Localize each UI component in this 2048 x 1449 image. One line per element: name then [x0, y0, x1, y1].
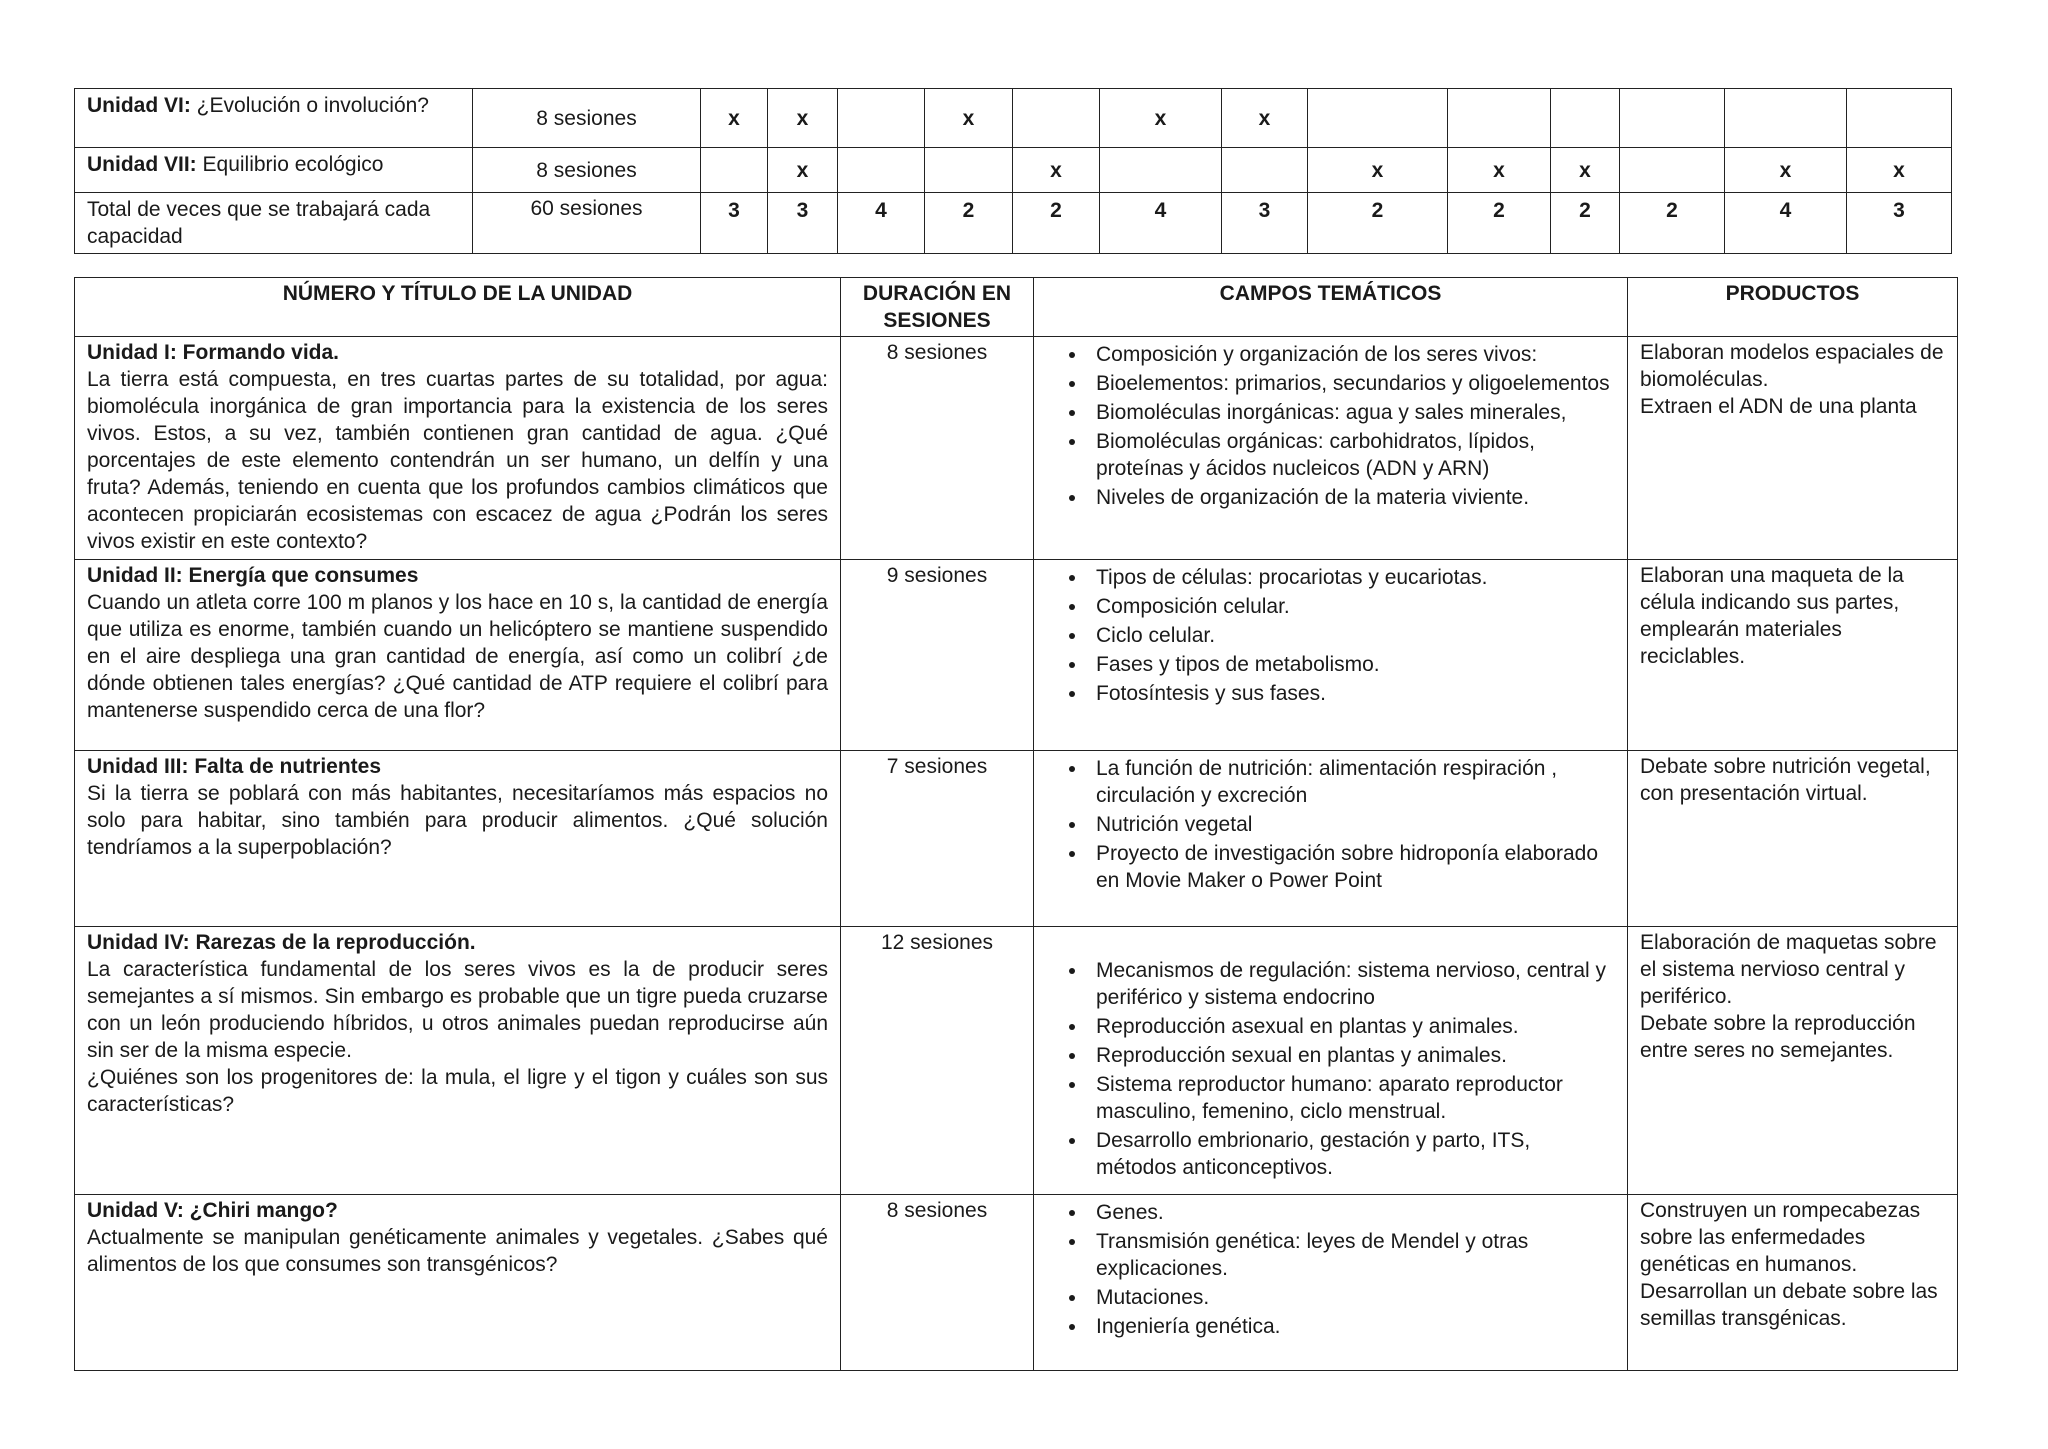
product-item: Elaboración de maquetas sobre el sistema nervioso central y periférico.	[1640, 931, 1937, 1008]
mark-cell: x	[1551, 148, 1620, 193]
list-item: • Composición celular.	[1088, 593, 1615, 620]
list-item: • Desarrollo embrionario, gestación y parto, ITS, métodos anticonceptivos.	[1088, 1127, 1615, 1181]
mark-cell: x	[1222, 89, 1308, 148]
mark-cell: x	[1448, 148, 1551, 193]
unit-topics-cell	[1034, 337, 1628, 560]
total-cell: 3	[1847, 193, 1952, 254]
mark-cell	[1448, 89, 1551, 148]
list-item: • Fotosíntesis y sus fases.	[1088, 680, 1615, 707]
mark-cell	[838, 89, 925, 148]
table-row	[75, 148, 1952, 193]
unit-duration: 12 sesiones	[841, 927, 1034, 1195]
list-item: • Composición y organización de los seres vivos:	[1088, 341, 1615, 368]
list-item: • Reproducción asexual en plantas y animales.	[1088, 1013, 1615, 1040]
unit-title: Unidad V: ¿Chiri mango?	[87, 1199, 338, 1222]
mark-cell	[1620, 89, 1725, 148]
list-item: • Niveles de organización de la materia viviente.	[1088, 484, 1615, 511]
table-row	[75, 89, 1952, 148]
header-products: PRODUCTOS	[1628, 278, 1958, 337]
mark-cell	[1847, 89, 1952, 148]
sessions-cell: 8 sesiones	[473, 89, 701, 148]
topics-list	[1046, 957, 1615, 1181]
unit-label: Unidad VI: ¿Evolución o involución?	[75, 89, 473, 148]
unit-description-cell	[75, 560, 841, 751]
unit-description-cell	[75, 927, 841, 1195]
list-item: • La función de nutrición: alimentación respiración , circulación y excreción	[1088, 755, 1615, 809]
total-cell: 2	[1308, 193, 1448, 254]
header-duration: DURACIÓN EN SESIONES	[841, 278, 1034, 337]
table-row	[75, 560, 1958, 751]
product-item: Debate sobre la reproducción entre seres no semejantes.	[1640, 1012, 1916, 1062]
total-cell: 4	[1725, 193, 1847, 254]
mark-cell: x	[1308, 148, 1448, 193]
unit-description-cell	[75, 1195, 841, 1371]
product-item: Desarrollan un debate sobre las semillas transgénicas.	[1640, 1280, 1938, 1330]
unit-description-cell	[75, 337, 841, 560]
table-row	[75, 193, 1952, 254]
mark-cell	[701, 148, 768, 193]
total-cell: 2	[1013, 193, 1100, 254]
list-item: • Biomoléculas orgánicas: carbohidratos, lípidos, proteínas y ácidos nucleicos (ADN y ARN)	[1088, 428, 1615, 482]
product-item: Elaboran modelos espaciales de biomoléculas.	[1640, 341, 1944, 391]
mark-cell: x	[1725, 148, 1847, 193]
capacity-table	[74, 88, 1952, 254]
unit-description: Actualmente se manipulan genéticamente animales y vegetales. ¿Sabes qué alimentos de los que consumes son transgénicos?	[87, 1226, 828, 1276]
header-topics: CAMPOS TEMÁTICOS	[1034, 278, 1628, 337]
table-row	[75, 1195, 1958, 1371]
list-item: • Mecanismos de regulación: sistema nervioso, central y periférico y sistema endocrino	[1088, 957, 1615, 1011]
list-item: • Mutaciones.	[1088, 1284, 1615, 1311]
sessions-cell: 8 sesiones	[473, 148, 701, 193]
total-cell: 3	[768, 193, 838, 254]
unit-products-cell	[1628, 751, 1958, 927]
topics-list	[1046, 1199, 1615, 1340]
unit-duration: 9 sesiones	[841, 560, 1034, 751]
mark-cell	[1725, 89, 1847, 148]
unit-description-cell	[75, 751, 841, 927]
unit-description: Cuando un atleta corre 100 m planos y los hace en 10 s, la cantidad de energía que utiliza es enorme, también cuando un helicóptero se mantiene suspendido en el aire despliega una gran cantidad de energía, así como un colibrí ¿de dónde obtienen tales energías? ¿Qué cantidad de ATP requiere el colibrí para mantenerse suspendido cerca de una flor?	[87, 591, 828, 722]
unit-products-cell	[1628, 337, 1958, 560]
list-item: • Ciclo celular.	[1088, 622, 1615, 649]
unit-description: La característica fundamental de los seres vivos es la de producir seres semejantes a sí mismos. Sin embargo es probable que un tigre pueda cruzarse con un león produciendo híbridos, u otros animales puedan reproducirse aún sin ser de la misma especie.	[87, 958, 828, 1062]
mark-cell	[1100, 148, 1222, 193]
unit-duration: 8 sesiones	[841, 1195, 1034, 1371]
unit-topics-cell	[1034, 560, 1628, 751]
sessions-cell: 60 sesiones	[473, 193, 701, 254]
product-item: Elaboran una maqueta de la célula indicando sus partes, emplearán materiales reciclables.	[1640, 564, 1904, 668]
mark-cell: x	[925, 89, 1013, 148]
unit-topics-cell	[1034, 927, 1628, 1195]
list-item: • Fases y tipos de metabolismo.	[1088, 651, 1615, 678]
list-item: • Ingeniería genética.	[1088, 1313, 1615, 1340]
list-item: • Tipos de células: procariotas y eucariotas.	[1088, 564, 1615, 591]
header-title: NÚMERO Y TÍTULO DE LA UNIDAD	[75, 278, 841, 337]
total-cell: 3	[1222, 193, 1308, 254]
mark-cell: x	[1847, 148, 1952, 193]
header-row	[75, 278, 1958, 337]
list-item: • Genes.	[1088, 1199, 1615, 1226]
topics-list	[1046, 341, 1615, 511]
unit-title: Unidad II: Energía que consumes	[87, 564, 419, 587]
mark-cell	[1551, 89, 1620, 148]
unit-table	[74, 277, 1958, 1371]
product-item: Extraen el ADN de una planta	[1640, 395, 1917, 418]
unit-title: Unidad III: Falta de nutrientes	[87, 755, 382, 778]
unit-question: ¿Quiénes son los progenitores de: la mula, el ligre y el tigon y cuáles son sus características?	[87, 1066, 828, 1116]
total-cell: 4	[838, 193, 925, 254]
total-cell: 2	[1620, 193, 1725, 254]
mark-cell: x	[1013, 148, 1100, 193]
unit-duration: 7 sesiones	[841, 751, 1034, 927]
topics-list	[1046, 564, 1615, 707]
table-row	[75, 337, 1958, 560]
total-label: Total de veces que se trabajará cada capacidad	[75, 193, 473, 254]
unit-description: La tierra está compuesta, en tres cuartas partes de su totalidad, por agua: biomolécula inorgánica de gran importancia para la existencia de los seres vivos. Estos, a su vez, también contienen gran cantidad de agua. ¿Qué porcentajes de este elemento contendrán un ser humano, un delfín y una fruta? Además, teniendo en cuenta que los profundos cambios climáticos que acontecen propiciarán ecosistemas con escacez de agua ¿Podrán los seres vivos existir en este contexto?	[87, 368, 828, 553]
total-cell: 2	[925, 193, 1013, 254]
total-cell: 2	[1551, 193, 1620, 254]
product-item: Construyen un rompecabezas sobre las enfermedades genéticas en humanos.	[1640, 1199, 1921, 1276]
topics-list	[1046, 755, 1615, 894]
mark-cell	[838, 148, 925, 193]
list-item: • Biomoléculas inorgánicas: agua y sales minerales,	[1088, 399, 1615, 426]
list-item: • Nutrición vegetal	[1088, 811, 1615, 838]
mark-cell: x	[1100, 89, 1222, 148]
unit-title: Unidad IV: Rarezas de la reproducción.	[87, 931, 476, 954]
unit-label: Unidad VII: Equilibrio ecológico	[75, 148, 473, 193]
mark-cell	[1222, 148, 1308, 193]
list-item: • Transmisión genética: leyes de Mendel y otras explicaciones.	[1088, 1228, 1615, 1282]
mark-cell: x	[768, 89, 838, 148]
mark-cell	[1620, 148, 1725, 193]
mark-cell: x	[701, 89, 768, 148]
list-item: • Proyecto de investigación sobre hidroponía elaborado en Movie Maker o Power Point	[1088, 840, 1615, 894]
mark-cell	[925, 148, 1013, 193]
unit-products-cell	[1628, 927, 1958, 1195]
list-item: • Sistema reproductor humano: aparato reproductor masculino, femenino, ciclo menstrual.	[1088, 1071, 1615, 1125]
unit-products-cell	[1628, 560, 1958, 751]
unit-description: Si la tierra se poblará con más habitantes, necesitaríamos más espacios no solo para habitar, sino también para producir alimentos. ¿Qué solución tendríamos a la superpoblación?	[87, 782, 828, 859]
mark-cell: x	[768, 148, 838, 193]
table-row	[75, 927, 1958, 1195]
list-item: • Bioelementos: primarios, secundarios y oligoelementos	[1088, 370, 1615, 397]
total-cell: 4	[1100, 193, 1222, 254]
product-item: Debate sobre nutrición vegetal, con presentación virtual.	[1640, 755, 1931, 805]
mark-cell	[1308, 89, 1448, 148]
unit-products-cell	[1628, 1195, 1958, 1371]
unit-duration: 8 sesiones	[841, 337, 1034, 560]
unit-title: Unidad I: Formando vida.	[87, 341, 340, 364]
list-item: • Reproducción sexual en plantas y animales.	[1088, 1042, 1615, 1069]
unit-topics-cell	[1034, 751, 1628, 927]
mark-cell	[1013, 89, 1100, 148]
table-row	[75, 751, 1958, 927]
unit-topics-cell	[1034, 1195, 1628, 1371]
total-cell: 2	[1448, 193, 1551, 254]
total-cell: 3	[701, 193, 768, 254]
